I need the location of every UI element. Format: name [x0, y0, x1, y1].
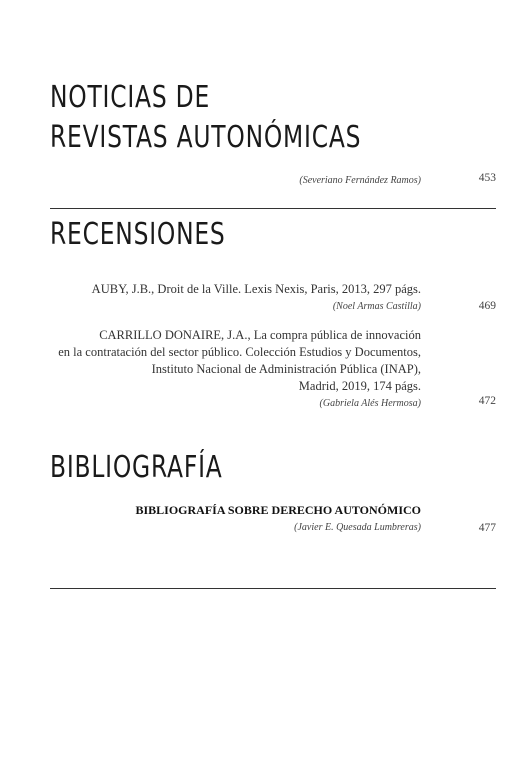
entry-text-line3: Instituto Nacional de Administración Pública (INAP), [151, 362, 421, 376]
toc-entry-carrillo[interactable] [21, 327, 421, 412]
toc-entry-noticias[interactable] [41, 172, 421, 189]
section-title-recensiones: RECENSIONES [50, 217, 226, 252]
section-divider [50, 208, 496, 209]
entry-text: AUBY, J.B., Droit de la Ville. Lexis Nexis, Paris, 2013, 297 págs. [91, 282, 421, 296]
page-number: 472 [478, 395, 496, 407]
entry-author: (Noel Armas Castilla) [332, 301, 421, 312]
entry-author: (Javier E. Quesada Lumbreras) [294, 522, 421, 533]
section-divider [50, 588, 496, 589]
toc-entry-auby[interactable] [41, 281, 421, 315]
section-title-noticias [50, 78, 361, 158]
entry-text-line4: Madrid, 2019, 174 págs. [298, 379, 421, 393]
section-title-line2: REVISTAS AUTONÓMICAS [50, 120, 362, 155]
page-number: 453 [478, 172, 496, 184]
entry-text-line1: CARRILLO DONAIRE, J.A., La compra pública de innovación [99, 328, 421, 342]
page-number: 477 [478, 522, 496, 534]
toc-entry-bibliografia[interactable] [41, 502, 421, 536]
entry-text: BIBLIOGRAFÍA SOBRE DERECHO AUTONÓMICO [135, 503, 421, 517]
section-title-line1: NOTICIAS DE [50, 80, 211, 115]
entry-author: (Gabriela Alés Hermosa) [319, 398, 421, 409]
entry-text-line2: en la contratación del sector público. Colección Estudios y Documentos, [58, 345, 421, 359]
page-number: 469 [478, 300, 496, 312]
section-title-bibliografia: BIBLIOGRAFÍA [50, 450, 223, 485]
entry-author: (Severiano Fernández Ramos) [299, 175, 421, 186]
